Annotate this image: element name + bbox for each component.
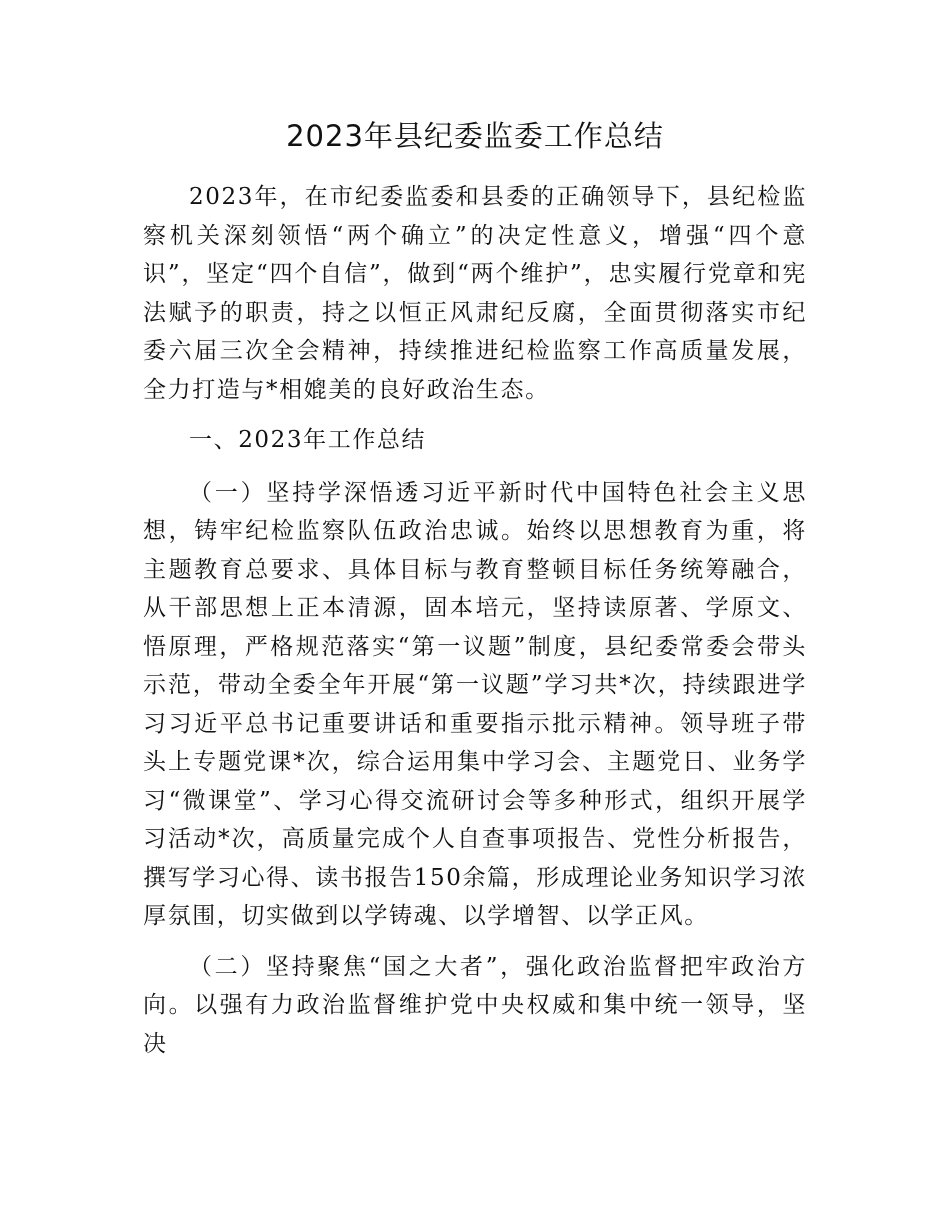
subsection-paragraph-1: （一）坚持学深悟透习近平新时代中国特色社会主义思想，铸牢纪检监察队伍政治忠诚。始终以思想教育为重，将主题教育总要求、具体目标与教育整顿目标任务统筹融合，从干部思想上正本清源，固本培元，坚持读原著、学原文、悟原理，严格规范落实“第一议题”制度，县纪委常委会带头示范，带动全委全年开展“第一议题”学习共*次，持续跟进学习习近平总书记重要讲话和重要指示批示精神。领导班子带头上专题党课*次，综合运用集中学习会、主题党日、业务学习“微课堂”、学习心得交流研讨会等多种形式，组织开展学习活动*次，高质量完成个人自查事项报告、党性分析报告，撰写学习心得、读书报告150余篇，形成理论业务知识学习浓厚氛围，切实做到以学铸魂、以学增智、以学正风。 <box>143 479 807 929</box>
document-title: 2023年县纪委监委工作总结 <box>286 119 664 153</box>
section-heading: 一、2023年工作总结 <box>189 427 427 453</box>
intro-paragraph: 2023年，在市纪委监委和县委的正确领导下，县纪检监察机关深刻领悟“两个确立”的决定性意义，增强“四个意识”，坚定“四个自信”，做到“两个维护”，忠实履行党章和宪法赋予的职责，持之以恒正风肃纪反腐，全面贯彻落实市纪委六届三次全会精神，持续推进纪检监察工作高质量发展，全力打造与*相媲美的良好政治生态。 <box>143 184 807 403</box>
subsection-paragraph-2: （二）坚持聚焦“国之大者”，强化政治监督把牢政治方向。以强有力政治监督维护党中央权威和集中统一领导，坚决 <box>143 953 807 1057</box>
document-page <box>143 108 807 1075</box>
